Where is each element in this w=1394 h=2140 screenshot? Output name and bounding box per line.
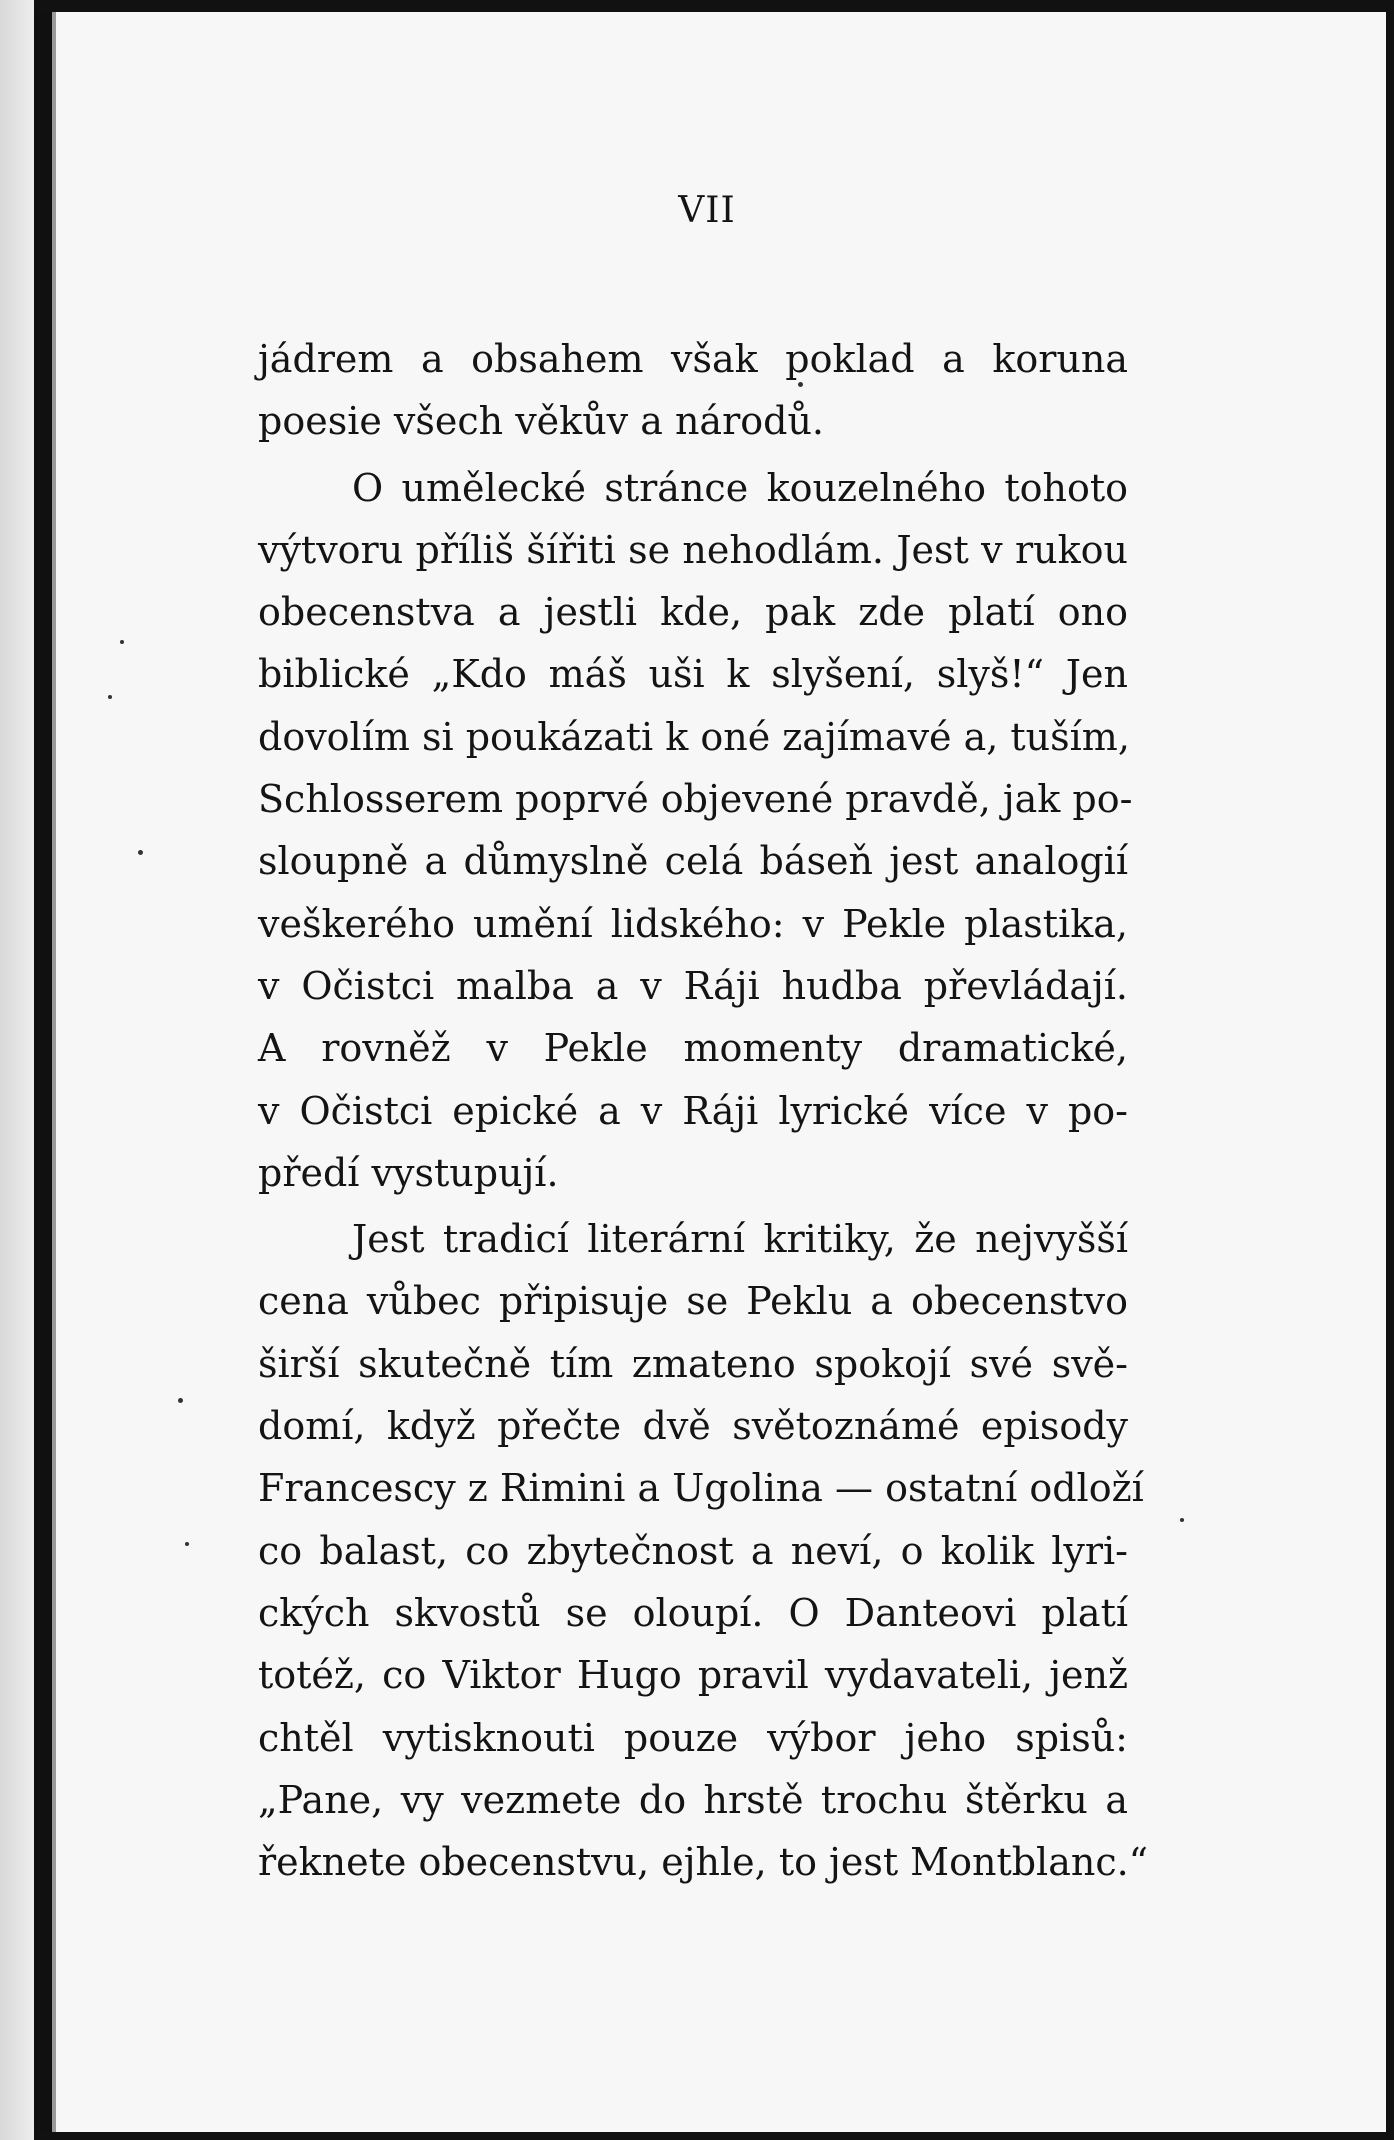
text-line: jádrem a obsahem však poklad a koruna	[258, 337, 1128, 381]
scan-left-border	[34, 0, 52, 2140]
text-line: Jest tradicí literární kritiky, že nejvyšší	[352, 1217, 1128, 1262]
text-line: předí vystupují.	[258, 1150, 559, 1195]
scan-speck	[798, 382, 803, 387]
text-line: totéž, co Viktor Hugo pravil vydavateli, jenž	[258, 1653, 1128, 1698]
text-line: chtěl vytisknouti pouze výbor jeho spisů:	[258, 1715, 1128, 1760]
scan-speck	[120, 640, 124, 644]
scan-speck	[138, 850, 143, 855]
text-line: „Pane, vy vezmete do hrstě trochu štěrku a	[258, 1777, 1128, 1822]
text-line: obecenstva a jestli kde, pak zde platí ono	[258, 590, 1128, 635]
text-line: v Očistci epické a v Ráji lyrické více v po-	[258, 1088, 1128, 1133]
scan-bottom-border	[34, 2132, 1394, 2140]
text-line: výtvoru příliš šířiti se nehodlám. Jest v rukou	[258, 527, 1128, 572]
body-text	[258, 328, 1149, 1893]
text-line: ckých skvostů se oloupí. O Danteovi platí	[258, 1590, 1128, 1635]
scan-speck	[185, 1542, 189, 1546]
text-line: Francescy z Rimini a Ugolina — ostatní odloží	[258, 1466, 1144, 1511]
text-line: širší skutečně tím zmateno spokojí své svě-	[258, 1341, 1128, 1386]
text-line: A rovněž v Pekle momenty dramatické,	[258, 1026, 1128, 1071]
text-line: domí, když přečte dvě světoznámé episody	[258, 1404, 1128, 1449]
scan-right-border	[1386, 0, 1394, 2140]
scan-top-border	[34, 0, 1394, 12]
page-number: VII	[678, 190, 736, 231]
text-line: veškerého umění lidského: v Pekle plastika,	[258, 901, 1128, 946]
text-line: dovolím si poukázati k oné zajímavé a, tuším,	[258, 714, 1130, 759]
text-line: cena vůbec připisuje se Peklu a obecenstvo	[258, 1279, 1128, 1324]
scan-speck	[178, 1398, 183, 1403]
scan-left-margin	[0, 0, 34, 2140]
text-line: v Očistci malba a v Ráji hudba převládají.	[258, 963, 1128, 1008]
text-line: sloupně a důmyslně celá báseň jest analogií	[258, 839, 1128, 884]
text-line: O umělecké stránce kouzelného tohoto	[352, 465, 1128, 510]
text-line: biblické „Kdo máš uši k slyšení, slyš!“ Jen	[258, 652, 1128, 697]
scan-speck	[108, 695, 112, 699]
scan-speck	[1180, 1518, 1184, 1522]
scan-left-shadow	[52, 0, 56, 2140]
text-line: co balast, co zbytečnost a neví, o kolik lyri-	[258, 1528, 1128, 1573]
text-line: řeknete obecenstvu, ejhle, to jest Montblanc.“	[258, 1840, 1149, 1885]
text-line: Schlosserem poprvé objevené pravdě, jak po-	[258, 777, 1133, 822]
text-line: poesie všech věkův a národů.	[258, 399, 824, 444]
